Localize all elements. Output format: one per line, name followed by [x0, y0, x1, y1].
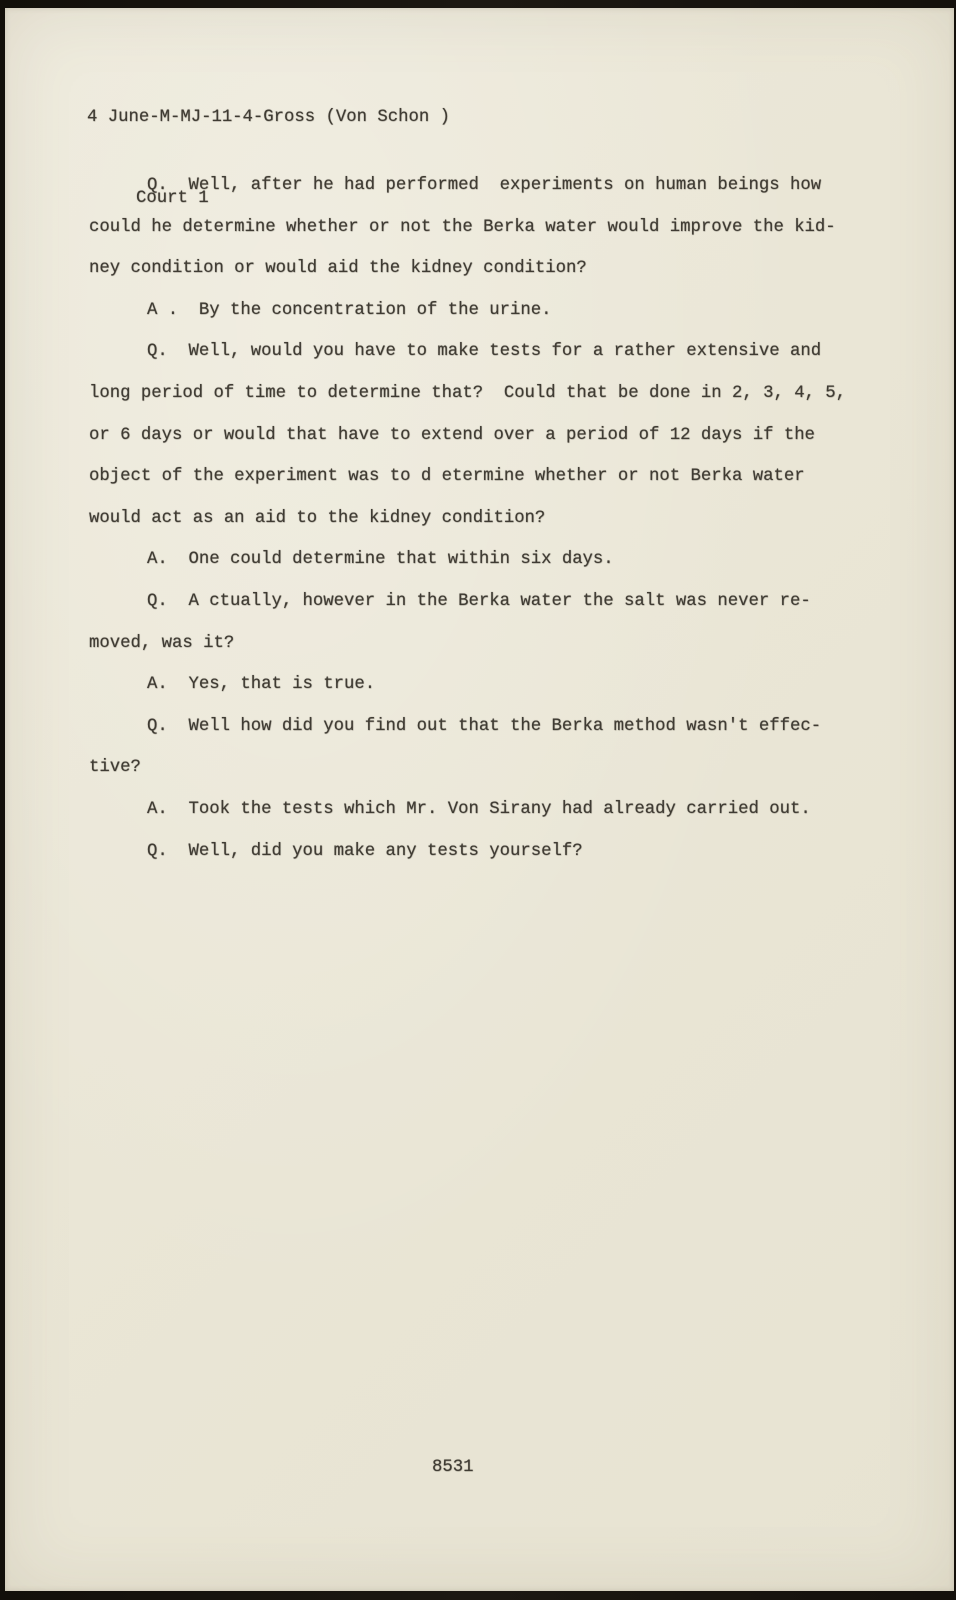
- transcript-line: object of the experiment was to d etermine whether or not Berka water: [89, 467, 805, 487]
- transcript-line: A. One could determine that within six days.: [147, 550, 614, 570]
- transcript-line: Q. Well, after he had performed experiments on human beings how: [147, 176, 822, 195]
- transcript-line: could he determine whether or not the Berka water would improve the kid-: [89, 217, 836, 237]
- transcript-line: would act as an aid to the kidney condition?: [89, 508, 546, 528]
- transcript-line: A . By the concentration of the urine.: [147, 300, 552, 320]
- transcript-line: A. Took the tests which Mr. Von Sirany had already carried out.: [147, 799, 811, 819]
- page-number: 8531: [432, 1458, 474, 1477]
- transcript-line: Q. Well how did you find out that the Berka method wasn't effec-: [147, 716, 822, 736]
- transcript-line: or 6 days or would that have to extend over a period of 12 days if the: [89, 425, 815, 445]
- transcript-line: A. Yes, that is true.: [147, 675, 376, 695]
- transcript-line: Q. A ctually, however in the Berka water the salt was never re-: [147, 591, 811, 611]
- transcript-line: ney condition or would aid the kidney condition?: [89, 259, 587, 279]
- transcript-body: [89, 165, 909, 872]
- document-page: [5, 8, 954, 1591]
- transcript-line: long period of time to determine that? Could that be done in 2, 3, 4, 5,: [89, 383, 847, 403]
- transcript-line: tive?: [89, 758, 141, 778]
- transcript-line: Q. Well, would you have to make tests for a rather extensive and: [147, 342, 822, 362]
- transcript-line: Q. Well, did you make any tests yourself?: [147, 841, 583, 861]
- transcript-line: moved, was it?: [89, 633, 235, 653]
- header-court-label: Court 1: [136, 189, 209, 208]
- header-case-reference: 4 June-M-MJ-11-4-Gross (Von Schon ): [87, 108, 450, 127]
